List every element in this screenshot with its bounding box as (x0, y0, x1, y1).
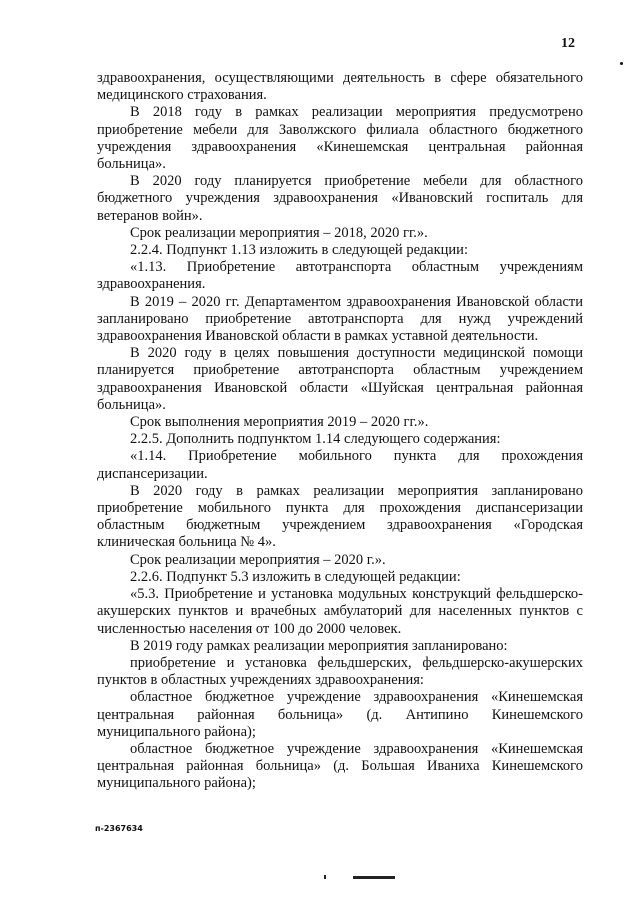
paragraph: В 2020 году планируется приобретение мебели для областного бюджетного учреждения здравоохранения «Ивановский госпиталь для ветеранов войн». (97, 173, 583, 224)
paragraph: Срок реализации мероприятия – 2020 г.». (130, 551, 386, 568)
paragraph: 2.2.5. Дополнить подпунктом 1.14 следующего содержания: (130, 431, 501, 448)
paragraph: приобретение и установка фельдшерских, фельдшерско-акушерских пунктов в областных учреждениях здравоохранения: (97, 654, 583, 689)
paragraph: В 2019 году рамках реализации мероприятия запланировано: (130, 637, 508, 654)
document-body (97, 70, 583, 793)
paragraph: В 2018 году в рамках реализации мероприятия предусмотрено приобретение мебели для Заволжского филиала областного бюджетного учреждения здравоохранения «Кинешемская центральная районная больница». (97, 104, 583, 173)
document-code: п-2367634 (95, 824, 143, 833)
paragraph: Срок реализации мероприятия – 2018, 2020 гг.». (130, 224, 428, 241)
paragraph: областное бюджетное учреждение здравоохранения «Кинешемская центральная районная больница» (д. Антипино Кинешемского муниципального района); (97, 689, 583, 740)
paragraph: 2.2.4. Подпункт 1.13 изложить в следующей редакции: (130, 242, 468, 259)
paragraph: «1.14. Приобретение мобильного пункта для прохождения диспансеризации. (97, 448, 583, 482)
paragraph: областное бюджетное учреждение здравоохранения «Кинешемская центральная районная больница» (д. Большая Иваниха Кинешемского муниципального района); (97, 740, 583, 792)
paragraph: «1.13. Приобретение автотранспорта областным учреждениям здравоохранения. (97, 259, 583, 293)
scan-mark (620, 62, 623, 65)
paragraph: В 2019 – 2020 гг. Департаментом здравоохранения Ивановской области запланировано приобретение автотранспорта для нужд учреждений здравоохранения Ивановской области в рамках уставной деятельности. (97, 293, 583, 345)
page-number: 12 (561, 36, 575, 51)
paragraph: В 2020 году в целях повышения доступности медицинской помощи планируется приобретение автотранспорта областным учреждением здравоохранения Ивановской области «Шуйская центральная районная больница». (97, 345, 583, 413)
footer-mark (324, 875, 326, 879)
paragraph: «5.3. Приобретение и установка модульных конструкций фельдшерско-акушерских пунктов и врачебных амбулаторий для населенных пунктов с численностью населения от 100 до 2000 человек. (97, 586, 583, 637)
paragraph: здравоохранения, осуществляющими деятельность в сфере обязательного медицинского страхования. (97, 70, 583, 104)
paragraph: 2.2.6. Подпункт 5.3 изложить в следующей редакции: (130, 568, 461, 585)
paragraph: Срок выполнения мероприятия 2019 – 2020 гг.». (130, 414, 429, 431)
paragraph: В 2020 году в рамках реализации мероприятия запланировано приобретение мобильного пункта для прохождения диспансеризации областным бюджетным учреждением здравоохранения «Городская клиническая больница № 4». (97, 482, 583, 551)
footer-rule (353, 876, 395, 879)
